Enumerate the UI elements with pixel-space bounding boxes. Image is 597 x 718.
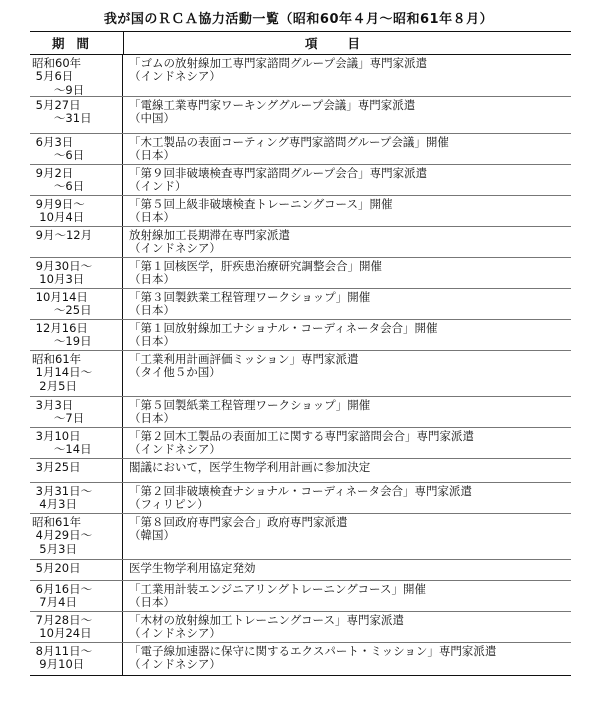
period-line: ～31日 bbox=[32, 111, 92, 126]
item-line: （中国） bbox=[129, 111, 175, 126]
period-line: 6月3日 bbox=[32, 135, 74, 149]
period-line: 3月3日 bbox=[32, 398, 74, 412]
period-line: 5月6日 bbox=[32, 69, 74, 84]
item-cell bbox=[123, 351, 571, 396]
period-line: 9月9日～ bbox=[32, 197, 85, 211]
item-line: 「電子線加速器に保守に関するエクスパート・ミッション」専門家派遣 bbox=[129, 644, 497, 658]
period-line: ～25日 bbox=[32, 303, 92, 318]
table-row bbox=[30, 643, 571, 675]
item-cell bbox=[123, 165, 571, 195]
item-cell bbox=[123, 428, 571, 458]
period-line: ～7日 bbox=[32, 411, 85, 426]
item-line: （インドネシア） bbox=[129, 626, 221, 641]
item-line: （タイ他５か国） bbox=[129, 365, 221, 380]
table-row bbox=[30, 134, 571, 165]
activity-table bbox=[30, 31, 571, 676]
item-cell bbox=[123, 289, 571, 319]
item-line: 「工業利用計画評価ミッション」専門家派遣 bbox=[129, 352, 359, 366]
period-cell bbox=[30, 320, 123, 350]
period-cell bbox=[30, 483, 123, 513]
item-line: （日本） bbox=[129, 148, 175, 163]
period-cell bbox=[30, 227, 123, 257]
item-cell bbox=[123, 560, 571, 580]
period-cell bbox=[30, 581, 123, 611]
item-line: 「ゴムの放射線加工専門家諮問グループ会議」専門家派遣 bbox=[129, 56, 428, 70]
header-item: 項目 bbox=[304, 36, 390, 51]
item-line: 「第１回放射線加工ナショナル・コーディネータ会合」開催 bbox=[129, 321, 438, 335]
item-line: （フィリピン） bbox=[129, 497, 209, 512]
period-line: 9月30日～ bbox=[32, 259, 93, 273]
period-line: 7月4日 bbox=[32, 595, 77, 610]
item-line: 「工業用計装エンジニアリングトレーニングコース」開催 bbox=[129, 582, 426, 596]
period-line: ～9日 bbox=[32, 82, 85, 97]
table-row bbox=[30, 514, 571, 560]
period-line: 5月27日 bbox=[32, 98, 81, 112]
period-line: 9月10日 bbox=[32, 657, 85, 672]
table-row bbox=[30, 459, 571, 483]
item-cell bbox=[123, 97, 571, 133]
item-line: 放射線加工長期滞在専門家派遣 bbox=[129, 228, 290, 242]
item-line: （韓国） bbox=[129, 528, 175, 543]
table-header bbox=[30, 32, 571, 55]
item-cell bbox=[123, 134, 571, 164]
item-line: （日本） bbox=[129, 210, 175, 225]
page-title: 我が国のＲＣＡ協力活動一覧（昭和60年４月～昭和61年８月） bbox=[103, 12, 494, 27]
item-line: 「木材の放射線加工トレーニングコース」専門家派遣 bbox=[129, 613, 404, 627]
item-cell bbox=[123, 320, 571, 350]
period-cell bbox=[30, 643, 123, 675]
table-row bbox=[30, 560, 571, 581]
table-row bbox=[30, 289, 571, 320]
item-cell bbox=[123, 514, 571, 559]
table-row bbox=[30, 227, 571, 258]
item-cell bbox=[123, 612, 571, 642]
item-line: 「電線工業専門家ワーキンググループ会議」専門家派遣 bbox=[129, 98, 416, 112]
period-line: 9月2日 bbox=[32, 166, 74, 180]
period-cell bbox=[30, 289, 123, 319]
period-line: 3月10日 bbox=[32, 429, 81, 443]
period-cell bbox=[30, 196, 123, 226]
item-line: 「木工製品の表面コーティング専門家諮問グループ会議」開催 bbox=[129, 135, 449, 149]
table-row bbox=[30, 483, 571, 514]
period-line: ～14日 bbox=[32, 442, 92, 457]
item-line: （インド） bbox=[129, 179, 187, 194]
period-line: 10月4日 bbox=[32, 210, 85, 225]
item-line: （インドネシア） bbox=[129, 69, 221, 84]
period-line: 3月31日～ bbox=[32, 484, 93, 498]
table-row bbox=[30, 581, 571, 612]
item-cell bbox=[123, 258, 571, 288]
period-cell bbox=[30, 459, 123, 482]
period-line: 10月14日 bbox=[32, 290, 88, 304]
period-cell bbox=[30, 612, 123, 642]
item-line: （日本） bbox=[129, 303, 175, 318]
period-line: 4月29日～ bbox=[32, 528, 93, 543]
item-line: 「第９回非破壊検査専門家諮問グループ会合」専門家派遣 bbox=[129, 166, 428, 180]
table-body bbox=[30, 55, 571, 675]
table-row bbox=[30, 55, 571, 97]
period-line: ～19日 bbox=[32, 334, 92, 349]
period-cell bbox=[30, 165, 123, 195]
table-row bbox=[30, 320, 571, 351]
item-line: 医学生物学利用協定発効 bbox=[129, 561, 256, 575]
item-line: 「第１回核医学，肝疾患治療研究調整会合」開催 bbox=[129, 259, 382, 273]
period-cell bbox=[30, 397, 123, 427]
period-line: 3月25日 bbox=[32, 460, 81, 474]
period-line: ～6日 bbox=[32, 148, 85, 163]
period-cell bbox=[30, 55, 123, 96]
item-line: （日本） bbox=[129, 411, 175, 426]
item-line: （日本） bbox=[129, 334, 175, 349]
period-cell bbox=[30, 514, 123, 559]
period-cell bbox=[30, 560, 123, 580]
item-line: 「第５回製紙業工程管理ワークショップ」開催 bbox=[129, 398, 371, 412]
item-cell bbox=[123, 227, 571, 257]
period-cell bbox=[30, 351, 123, 396]
item-cell bbox=[123, 196, 571, 226]
period-cell bbox=[30, 258, 123, 288]
table-row bbox=[30, 258, 571, 289]
period-line: 12月16日 bbox=[32, 321, 88, 335]
item-cell bbox=[123, 581, 571, 611]
table-row bbox=[30, 196, 571, 227]
table-row bbox=[30, 612, 571, 643]
item-line: （インドネシア） bbox=[129, 241, 221, 256]
item-line: 「第３回製鉄業工程管理ワークショップ」開催 bbox=[129, 290, 371, 304]
period-line: 2月5日 bbox=[32, 378, 77, 393]
period-cell bbox=[30, 134, 123, 164]
item-cell bbox=[123, 459, 571, 482]
item-cell bbox=[123, 483, 571, 513]
period-line: 5月3日 bbox=[32, 541, 77, 556]
item-line: 「第５回上級非破壊検査トレーニングコース」開催 bbox=[129, 197, 393, 211]
period-line: 昭和61年 bbox=[32, 515, 82, 529]
period-line: 1月14日～ bbox=[32, 365, 93, 380]
period-line: 9月～12月 bbox=[32, 228, 93, 242]
item-line: （インドネシア） bbox=[129, 442, 221, 457]
period-cell bbox=[30, 97, 123, 133]
period-line: 昭和61年 bbox=[32, 352, 82, 366]
item-line: （インドネシア） bbox=[129, 657, 221, 672]
header-period: 期間 bbox=[30, 32, 124, 54]
period-line: 10月3日 bbox=[32, 272, 85, 287]
table-row bbox=[30, 165, 571, 196]
period-line: 5月20日 bbox=[32, 561, 81, 575]
item-cell bbox=[123, 55, 571, 96]
item-line: （日本） bbox=[129, 595, 175, 610]
item-line: （日本） bbox=[129, 272, 175, 287]
table-row bbox=[30, 351, 571, 397]
period-line: 7月28日～ bbox=[32, 613, 93, 627]
period-line: 10月24日 bbox=[32, 626, 92, 641]
table-row bbox=[30, 397, 571, 428]
period-line: 4月3日 bbox=[32, 497, 77, 512]
period-line: ～6日 bbox=[32, 179, 85, 194]
item-line: 「第８回政府専門家会合」政府専門家派遣 bbox=[129, 515, 348, 529]
table-row bbox=[30, 97, 571, 134]
item-line: 「第２回非破壊検査ナショナル・コーディネータ会合」専門家派遣 bbox=[129, 484, 473, 498]
item-line: 閣議において，医学生物学利用計画に参加決定 bbox=[129, 460, 371, 474]
period-line: 6月16日～ bbox=[32, 582, 93, 596]
period-cell bbox=[30, 428, 123, 458]
item-line: 「第２回木工製品の表面加工に関する専門家諮問会合」専門家派遣 bbox=[129, 429, 474, 443]
table-row bbox=[30, 428, 571, 459]
item-cell bbox=[123, 397, 571, 427]
item-cell bbox=[123, 643, 571, 675]
period-line: 昭和60年 bbox=[32, 56, 82, 70]
period-line: 8月11日～ bbox=[32, 644, 93, 658]
